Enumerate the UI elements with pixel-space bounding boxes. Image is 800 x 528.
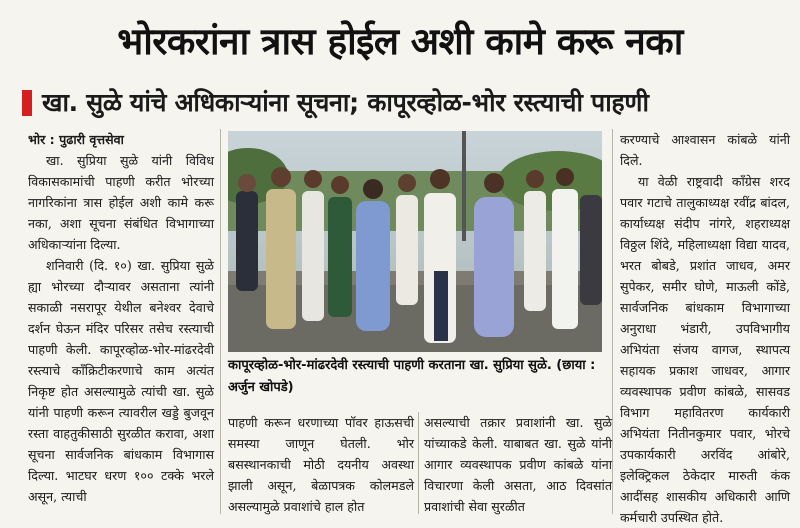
paragraph: खा. सुप्रिया सुळे यांनी विविध विकासकामांची पाहणी करीत भोरच्या नागरिकांना त्रास होईल अशी कामे करू नका, अशा सूचना संबंधित विभागाच्या अधिकाऱ्यांना दिल्या. [28, 153, 214, 252]
accent-bar [22, 90, 32, 116]
article-column-3 [424, 412, 612, 517]
article-column-4 [620, 129, 790, 528]
paragraph: करण्याचे आश्वासन कांबळे यांनी दिले. [620, 132, 790, 168]
headline: भोरकरांना त्रास होईल अशी कामे करू नका [117, 20, 683, 63]
column-divider [612, 129, 613, 514]
news-photo [228, 131, 602, 352]
paragraph: असल्याची तक्रार प्रवाशांनी खा. सुळे यांच्याकडे केली. याबाबत खा. सुळे यांनी आगार व्यवस्थापक प्रवीण कांबळे यांना विचारणा केली असता, आठ दिवसांत प्रवाशांची सेवा सुरळीत [424, 415, 612, 514]
article-column-2 [228, 412, 414, 517]
subheadline: खा. सुळे यांचे अधिकाऱ्यांना सूचना; कापूरव्होळ-भोर रस्त्याची पाहणी [42, 88, 649, 117]
photo-caption: कापूरव्होळ-भोर-मांढरदेवी रस्त्याची पाहणी करताना खा. सुप्रिया सुळे. (छाया : अर्जुन खोपडे) [228, 358, 596, 395]
column-divider [418, 412, 419, 514]
paragraph: पाहणी करून धरणाच्या पॉवर हाऊसची समस्या जाणून घेतली. भोर बसस्थानकाची मोठी दयनीय अवस्था झाली असून, बेळापत्रक कोलमडले असल्यामुळे प्रवाशांचे हाल होत [228, 415, 414, 514]
article-column-1 [28, 129, 214, 507]
photo-illustration [228, 131, 602, 352]
paragraph: शनिवारी (दि. १०) खा. सुप्रिया सुळे ह्या भोरच्या दौऱ्यावर असताना त्यांनी सकाळी नसरापूर येथील बनेश्वर देवाचे दर्शन घेऊन मंदिर परिसर तसेच रस्त्याची पाहणी केली. कापूरव्होळ-भोर-मांढरदेवी रस्त्याचे काँक्रिटीकरणाचे काम अत्यंत निकृष्ट होत असल्यामुळे त्यांची खा. सुळे यांनी पाहणी करून त्यावरील खड्डे बुजवून रस्ता वाहतुकीसाठी सुरळीत करावा, अशा सूचना सार्वजनिक बांधकाम विभागास दिल्या. भाटघर धरण १०० टक्के भरले असून, त्याची [28, 258, 214, 504]
column-divider [220, 129, 221, 514]
dateline: भोर : पुढारी वृत्तसेवा [28, 132, 124, 147]
paragraph: या वेळी राष्ट्रवादी काँग्रेस शरद पवार गटाचे तालुकाध्यक्ष रवींद्र बांदल, कार्याध्यक्ष संदीप नांगरे, शहराध्यक्ष विठ्ठल शिंदे, महिलाध्यक्षा विद्या यादव, भरत बोबडे, प्रशांत जाधव, अमर सुपेकर, समीर घोणे, माऊली कोंडे, सार्वजनिक बांधकाम विभागाच्या अनुराधा भंडारी, उपविभागीय अभियंता संजय वागज, स्थापत्य सहायक प्रकाश जाधवर, आगार व्यवस्थापक प्रवीण कांबळे, सासवड विभाग महावितरण कार्यकारी अभियंता नितीनकुमार पवार, भोरचे उपकार्यकारी अरविंद आंबोरे, इलेक्ट्रिकल ठेकेदार मारुती कंक आदींसह शासकीय अधिकारी आणि कर्मचारी उपस्थित होते. [620, 174, 790, 525]
subheadline-row [22, 86, 792, 120]
